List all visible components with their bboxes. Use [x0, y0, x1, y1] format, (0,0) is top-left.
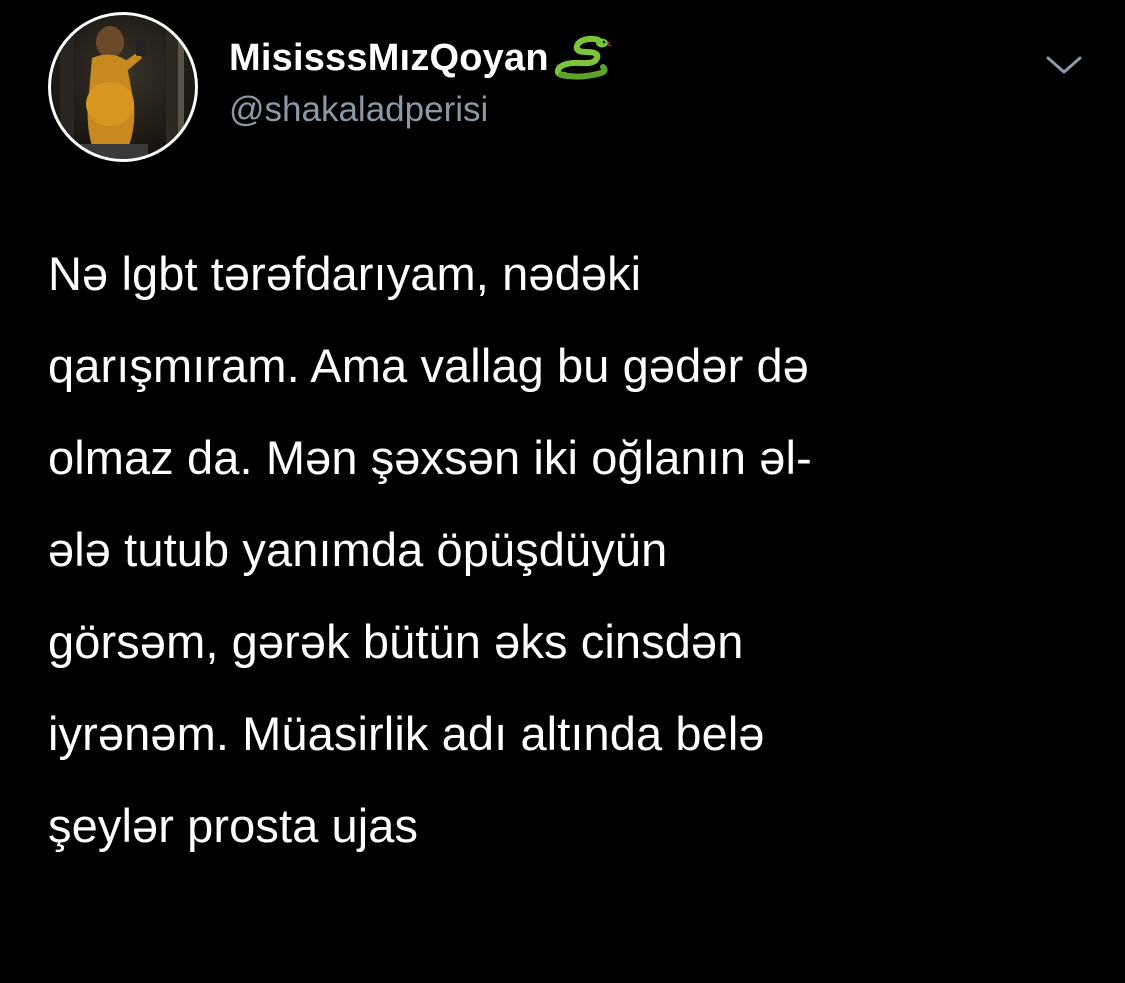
- chevron-down-icon: [1040, 44, 1088, 84]
- snake-icon: [551, 35, 611, 81]
- tweet-text-line: qarışmıram. Ama vallag bu gədər də: [48, 339, 809, 392]
- tweet-text-line: görsəm, gərək bütün əks cinsdən: [48, 615, 744, 668]
- tweet-text-line: iyrənəm. Müasirlik adı altında belə: [48, 707, 765, 760]
- tweet-text-line: Nə lgbt tərəfdarıyam, nədəki: [48, 247, 642, 300]
- author-name-row[interactable]: [229, 32, 611, 84]
- profile-photo-icon: [48, 12, 198, 162]
- tweet-text-line: olmaz da. Mən şəxsən iki oğlanın əl-: [48, 431, 812, 484]
- avatar[interactable]: [48, 12, 198, 162]
- author-handle[interactable]: @shakaladperisi: [229, 90, 489, 129]
- tweet-text: [48, 246, 1088, 872]
- tweet-menu-button[interactable]: [1040, 44, 1088, 84]
- display-name[interactable]: MisisssMızQoyan: [229, 36, 549, 79]
- tweet-text-line: şeylər prosta ujas: [48, 799, 419, 852]
- tweet-text-line: ələ tutub yanımda öpüşdüyün: [48, 523, 668, 576]
